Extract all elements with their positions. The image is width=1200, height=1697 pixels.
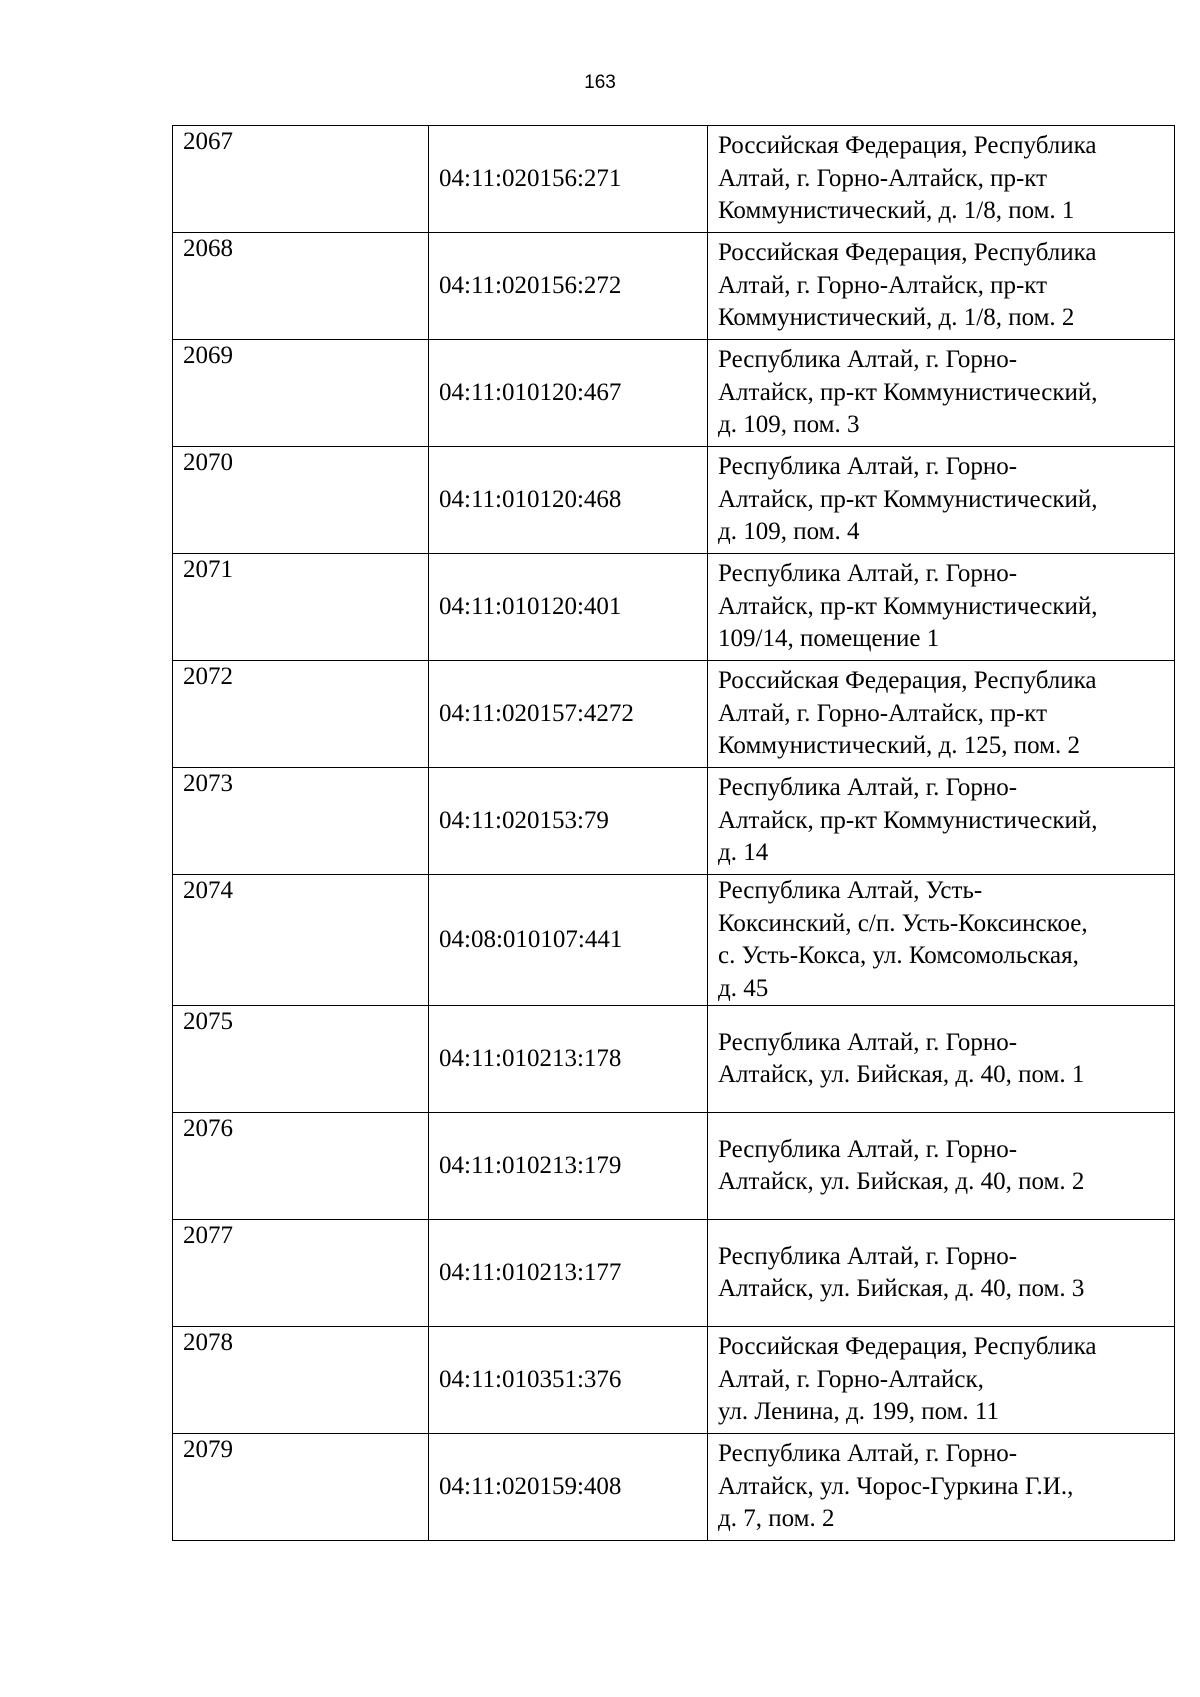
row-number: 2079 bbox=[173, 1434, 429, 1541]
table-row bbox=[173, 1220, 1175, 1327]
address-cell bbox=[708, 340, 1175, 447]
row-number: 2078 bbox=[173, 1327, 429, 1434]
cadastral-number: 04:11:010120:467 bbox=[429, 340, 708, 447]
address-cell bbox=[708, 768, 1175, 875]
address-line: Алтай, г. Горно-Алтайск, пр-кт bbox=[718, 699, 1048, 727]
address-line: Российская Федерация, Республика bbox=[718, 132, 1097, 160]
table-row bbox=[173, 768, 1175, 875]
address-cell bbox=[708, 1220, 1175, 1327]
address-line: д. 109, пом. 3 bbox=[718, 411, 860, 439]
row-number: 2067 bbox=[173, 126, 429, 233]
cadastral-number: 04:11:010213:179 bbox=[429, 1113, 708, 1220]
address-line: д. 14 bbox=[718, 839, 769, 867]
table-row bbox=[173, 1113, 1175, 1220]
address-line: Российская Федерация, Республика bbox=[718, 1333, 1097, 1361]
cadastral-number: 04:11:020156:272 bbox=[429, 233, 708, 340]
address-line: Коксинский, с/п. Усть-Коксинское, bbox=[718, 909, 1088, 937]
cadastral-number: 04:11:020157:4272 bbox=[429, 661, 708, 768]
table-row bbox=[173, 233, 1175, 340]
address-line: д. 7, пом. 2 bbox=[718, 1505, 835, 1533]
cadastral-number: 04:08:010107:441 bbox=[429, 875, 708, 1006]
address-line: Алтайск, ул. Бийская, д. 40, пом. 1 bbox=[718, 1061, 1085, 1088]
address-line: Республика Алтай, г. Горно- bbox=[718, 346, 1018, 374]
table-row bbox=[173, 1006, 1175, 1113]
address-cell bbox=[708, 554, 1175, 661]
address-line: Республика Алтай, г. Горно- bbox=[718, 1135, 1018, 1163]
address-cell bbox=[708, 1113, 1175, 1220]
address-cell bbox=[708, 126, 1175, 233]
table-row bbox=[173, 875, 1175, 1006]
address-cell bbox=[708, 447, 1175, 554]
address-line: Алтай, г. Горно-Алтайск, пр-кт bbox=[718, 271, 1048, 299]
cadastral-number: 04:11:020153:79 bbox=[429, 768, 708, 875]
address-line: Республика Алтай, г. Горно- bbox=[718, 453, 1018, 481]
address-line: 109/14, помещение 1 bbox=[718, 625, 940, 653]
address-line: Алтайск, ул. Бийская, д. 40, пом. 3 bbox=[718, 1275, 1085, 1302]
address-line: Алтай, г. Горно-Алтайск, bbox=[718, 1365, 984, 1393]
registry-body bbox=[173, 126, 1175, 1541]
address-line: Коммунистический, д. 1/8, пом. 1 bbox=[718, 197, 1075, 225]
address-line: Российская Федерация, Республика bbox=[718, 667, 1097, 695]
address-cell bbox=[708, 1327, 1175, 1434]
address-line: Коммунистический, д. 1/8, пом. 2 bbox=[718, 304, 1075, 332]
row-number: 2069 bbox=[173, 340, 429, 447]
row-number: 2072 bbox=[173, 661, 429, 768]
cadastral-number: 04:11:010351:376 bbox=[429, 1327, 708, 1434]
address-cell bbox=[708, 661, 1175, 768]
table-row bbox=[173, 661, 1175, 768]
address-line: Алтай, г. Горно-Алтайск, пр-кт bbox=[718, 164, 1048, 192]
address-line: Республика Алтай, г. Горно- bbox=[718, 560, 1018, 588]
cadastral-number: 04:11:010213:177 bbox=[429, 1220, 708, 1327]
row-number: 2075 bbox=[173, 1006, 429, 1113]
row-number: 2074 bbox=[173, 875, 429, 1006]
address-line: Республика Алтай, г. Горно- bbox=[718, 774, 1018, 802]
page-number: 163 bbox=[584, 72, 616, 93]
table-row bbox=[173, 340, 1175, 447]
table-row bbox=[173, 447, 1175, 554]
row-number: 2068 bbox=[173, 233, 429, 340]
row-number: 2073 bbox=[173, 768, 429, 875]
cadastral-number: 04:11:020156:271 bbox=[429, 126, 708, 233]
address-cell bbox=[708, 233, 1175, 340]
address-line: Алтайск, пр-кт Коммунистический, bbox=[718, 592, 1098, 620]
address-line: Коммунистический, д. 125, пом. 2 bbox=[718, 732, 1080, 760]
address-line: д. 45 bbox=[718, 974, 769, 1002]
address-line: Республика Алтай, Усть- bbox=[718, 877, 983, 904]
registry-table bbox=[172, 125, 1175, 1541]
row-number: 2076 bbox=[173, 1113, 429, 1220]
cadastral-number: 04:11:020159:408 bbox=[429, 1434, 708, 1541]
address-line: Алтайск, пр-кт Коммунистический, bbox=[718, 806, 1098, 834]
address-cell bbox=[708, 875, 1175, 1006]
address-line: Российская Федерация, Республика bbox=[718, 239, 1097, 267]
address-cell bbox=[708, 1434, 1175, 1541]
row-number: 2070 bbox=[173, 447, 429, 554]
address-line: Алтайск, пр-кт Коммунистический, bbox=[718, 485, 1098, 513]
cadastral-number: 04:11:010120:468 bbox=[429, 447, 708, 554]
table-row bbox=[173, 554, 1175, 661]
address-line: Алтайск, ул. Бийская, д. 40, пом. 2 bbox=[718, 1168, 1085, 1195]
address-line: Республика Алтай, г. Горно- bbox=[718, 1440, 1018, 1468]
cadastral-number: 04:11:010213:178 bbox=[429, 1006, 708, 1113]
address-line: д. 109, пом. 4 bbox=[718, 518, 860, 546]
table-row bbox=[173, 1327, 1175, 1434]
table-row bbox=[173, 1434, 1175, 1541]
address-line: Республика Алтай, г. Горно- bbox=[718, 1242, 1018, 1270]
address-line: ул. Ленина, д. 199, пом. 11 bbox=[718, 1398, 1000, 1426]
address-line: Алтайск, ул. Чорос-Гуркина Г.И., bbox=[718, 1472, 1074, 1500]
address-line: Алтайск, пр-кт Коммунистический, bbox=[718, 378, 1098, 406]
row-number: 2077 bbox=[173, 1220, 429, 1327]
address-line: с. Усть-Кокса, ул. Комсомольская, bbox=[718, 942, 1079, 969]
address-cell bbox=[708, 1006, 1175, 1113]
address-line: Республика Алтай, г. Горно- bbox=[718, 1028, 1018, 1056]
row-number: 2071 bbox=[173, 554, 429, 661]
cadastral-number: 04:11:010120:401 bbox=[429, 554, 708, 661]
table-row bbox=[173, 126, 1175, 233]
